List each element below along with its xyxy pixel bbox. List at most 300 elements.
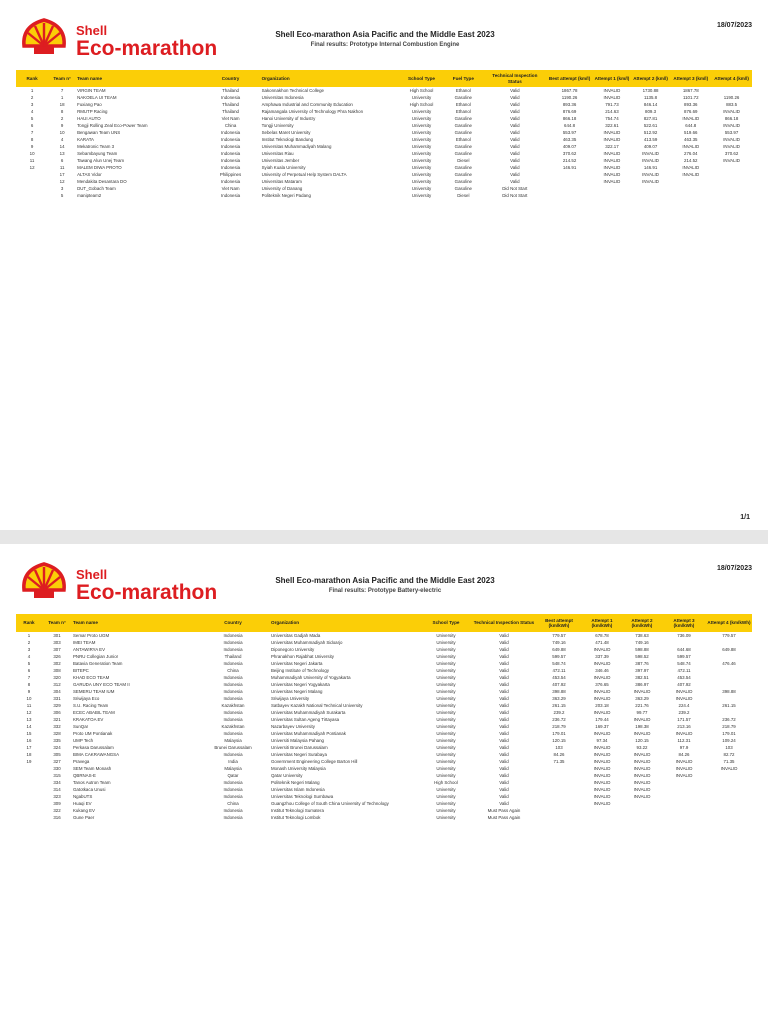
cell-team-number: 314 bbox=[53, 787, 61, 792]
cell-inspection-status: Valid bbox=[510, 179, 520, 184]
cell-rank: 1 bbox=[27, 633, 31, 638]
cell-attempt-3: 112.31 bbox=[677, 738, 691, 743]
cell-attempt-2 bbox=[631, 185, 671, 192]
cell-attempt-4: INVALID bbox=[720, 766, 738, 771]
cell-attempt-4 bbox=[706, 786, 752, 793]
cell-best-attempt: 239.2 bbox=[553, 710, 565, 715]
cell-school-type: University bbox=[411, 137, 432, 142]
cell-country: Indonesia bbox=[223, 780, 243, 785]
cell-attempt-3 bbox=[662, 800, 706, 807]
cell-attempt-4: INVALID bbox=[723, 144, 740, 149]
cell-organization: Universitas Muhammadiyah Sidoarjo bbox=[271, 640, 343, 645]
cell-best-attempt: 749.16 bbox=[552, 640, 566, 645]
cell-attempt-1: INVALID bbox=[603, 88, 621, 93]
column-header-attempt-3: Attempt 3 (km/l) bbox=[670, 70, 711, 87]
cell-organization: Muhammadiyah University of Yogyakarta bbox=[271, 675, 351, 680]
cell-school-type: University bbox=[436, 773, 456, 778]
column-header-school-type: School Type bbox=[420, 614, 472, 632]
cell-fuel-type: Ethanol bbox=[455, 102, 471, 107]
cell-attempt-4 bbox=[706, 779, 752, 786]
cell-fuel-type: Diesel bbox=[457, 158, 470, 163]
cell-organization: Amphawa Industrial and Community Education bbox=[261, 102, 353, 107]
cell-attempt-4: 370.62 bbox=[724, 151, 739, 156]
cell-fuel-type: Ethanol bbox=[455, 88, 471, 93]
cell-inspection-status: Valid bbox=[510, 172, 520, 177]
table-row bbox=[16, 660, 752, 667]
cell-team-name: MALEM DIWA PROTO bbox=[77, 165, 122, 170]
cell-best-attempt: 1867.78 bbox=[561, 88, 578, 93]
cell-organization: Politeknik Negeri Padang bbox=[261, 193, 311, 198]
cell-team-number: 316 bbox=[53, 815, 61, 820]
cell-attempt-1: INVALID bbox=[593, 731, 611, 736]
cell-rank: 9 bbox=[27, 689, 31, 694]
cell-attempt-3: INVALID bbox=[675, 731, 693, 736]
cell-team-name: NgabUTS bbox=[73, 794, 93, 799]
cell-attempt-3: INVALID bbox=[675, 689, 693, 694]
cell-team-name: VIRGIN TEAM bbox=[77, 88, 106, 93]
cell-school-type: University bbox=[436, 745, 456, 750]
cell-attempt-3: 519.66 bbox=[684, 130, 698, 135]
cell-country: Philippines bbox=[219, 172, 242, 177]
table-row bbox=[16, 702, 752, 709]
cell-school-type: University bbox=[436, 675, 456, 680]
cell-country: Indonesia bbox=[221, 137, 241, 142]
cell-team-name: Gatotkaca Unusi bbox=[73, 787, 106, 792]
cell-country: Kazakhstan bbox=[221, 703, 245, 708]
cell-team-number: 4 bbox=[60, 137, 64, 142]
table-row bbox=[16, 632, 752, 639]
cell-country: Indonesia bbox=[223, 661, 243, 666]
cell-organization: Institut Teknologi Sumatera bbox=[271, 808, 324, 813]
cell-team-name: Tongji Rolling Zeal Eco-Power Team bbox=[77, 123, 148, 128]
cell-team-number: 6 bbox=[60, 158, 64, 163]
table-header-row bbox=[16, 70, 752, 87]
cell-team-name: NAKOELA UI TEAM bbox=[77, 95, 117, 100]
cell-attempt-4 bbox=[706, 674, 752, 681]
cell-inspection-status: Did Not Start bbox=[502, 186, 528, 191]
cell-attempt-2: INVALID bbox=[633, 787, 651, 792]
cell-rank: 15 bbox=[26, 731, 32, 736]
cell-attempt-2: 598.88 bbox=[635, 647, 649, 652]
cell-best-attempt: 553.97 bbox=[562, 130, 577, 135]
cell-attempt-1: INVALID bbox=[603, 165, 621, 170]
cell-team-number: 328 bbox=[53, 731, 61, 736]
cell-rank bbox=[16, 779, 42, 786]
cell-rank: 7 bbox=[27, 675, 31, 680]
cell-school-type: University bbox=[411, 186, 432, 191]
cell-rank: 4 bbox=[30, 109, 34, 114]
cell-rank: 19 bbox=[26, 759, 32, 764]
cell-attempt-2: INVALID bbox=[642, 179, 659, 184]
cell-best-attempt: 779.57 bbox=[552, 633, 566, 638]
cell-best-attempt bbox=[546, 171, 593, 178]
cell-team-number: 304 bbox=[53, 689, 61, 694]
cell-attempt-1: INVALID bbox=[603, 179, 621, 184]
cell-inspection-status: Valid bbox=[499, 696, 509, 701]
cell-attempt-1: INVALID bbox=[603, 95, 621, 100]
column-header-attempt-1: Attempt 1 (km/kWh) bbox=[582, 614, 622, 632]
cell-country: Indonesia bbox=[221, 144, 241, 149]
cell-country: Indonesia bbox=[223, 794, 243, 799]
cell-attempt-1: INVALID bbox=[593, 752, 611, 757]
cell-best-attempt bbox=[546, 192, 593, 199]
cell-attempt-3 bbox=[662, 786, 706, 793]
table-row bbox=[16, 129, 752, 136]
cell-school-type: University bbox=[436, 759, 456, 764]
cell-country: Indonesia bbox=[223, 787, 243, 792]
cell-best-attempt bbox=[536, 786, 582, 793]
report-header bbox=[200, 30, 570, 48]
cell-team-number: 329 bbox=[53, 703, 61, 708]
table-row bbox=[16, 793, 752, 800]
cell-team-name: SEM Team Monash bbox=[73, 766, 112, 771]
cell-attempt-2: INVALID bbox=[633, 794, 651, 799]
cell-attempt-1: 346.46 bbox=[595, 668, 609, 673]
cell-attempt-3: 276.04 bbox=[684, 151, 698, 156]
cell-attempt-4: 82.72 bbox=[723, 752, 735, 757]
cell-attempt-1: INVALID bbox=[603, 130, 621, 135]
cell-attempt-1: INVALID bbox=[593, 780, 611, 785]
cell-attempt-4 bbox=[706, 814, 752, 821]
brand-shell: Shell bbox=[76, 567, 108, 582]
cell-organization: Monash University Malaysia bbox=[271, 766, 326, 771]
cell-school-type: University bbox=[436, 752, 456, 757]
cell-team-number: 3 bbox=[60, 186, 64, 191]
cell-organization: Universitas Gadjah Mada bbox=[271, 633, 321, 638]
cell-best-attempt bbox=[536, 800, 582, 807]
column-header-team-name: Team name bbox=[76, 70, 200, 87]
cell-school-type: University bbox=[436, 661, 456, 666]
table-row bbox=[16, 639, 752, 646]
cell-attempt-3 bbox=[670, 192, 711, 199]
cell-school-type: High School bbox=[409, 88, 434, 93]
cell-attempt-3: INVALID bbox=[675, 773, 693, 778]
cell-country: China bbox=[227, 801, 239, 806]
cell-country: Indonesia bbox=[223, 647, 243, 652]
brand-wordmark bbox=[76, 24, 217, 59]
cell-team-number: 322 bbox=[53, 808, 61, 813]
cell-team-number: 331 bbox=[53, 696, 61, 701]
cell-attempt-1: INVALID bbox=[593, 745, 611, 750]
cell-team-name: KARATA bbox=[77, 137, 94, 142]
cell-team-number: 301 bbox=[53, 633, 61, 638]
results-table-battery bbox=[16, 614, 752, 821]
table-row bbox=[16, 800, 752, 807]
cell-inspection-status: Valid bbox=[510, 123, 520, 128]
cell-team-name: QBRNAS-E bbox=[73, 773, 96, 778]
cell-organization: Sakonnakhon Technical College bbox=[261, 88, 325, 93]
cell-inspection-status: Valid bbox=[510, 116, 520, 121]
cell-inspection-status: Valid bbox=[510, 165, 520, 170]
cell-best-attempt: 398.88 bbox=[552, 689, 566, 694]
cell-team-number: 324 bbox=[53, 745, 61, 750]
cell-team-number: 320 bbox=[53, 675, 61, 680]
cell-rank: 14 bbox=[26, 724, 32, 729]
table-row bbox=[16, 807, 752, 814]
cell-team-number: 2 bbox=[60, 116, 64, 121]
cell-team-name: Mekatronic Team 3 bbox=[77, 144, 115, 149]
cell-team-number: 305 bbox=[53, 752, 61, 757]
cell-attempt-2: 363.29 bbox=[635, 696, 649, 701]
cell-best-attempt bbox=[536, 772, 582, 779]
brand-shell: Shell bbox=[76, 23, 108, 38]
cell-attempt-4 bbox=[711, 87, 752, 94]
cell-fuel-type: Gasoline bbox=[454, 179, 473, 184]
cell-attempt-4: 476.46 bbox=[722, 661, 736, 666]
cell-school-type: University bbox=[436, 731, 456, 736]
cell-fuel-type: Gasoline bbox=[454, 144, 473, 149]
cell-rank: 2 bbox=[27, 640, 31, 645]
cell-attempt-3: 1867.78 bbox=[682, 88, 699, 93]
cell-organization: Diponegoro University bbox=[271, 647, 315, 652]
cell-inspection-status: Valid bbox=[499, 654, 509, 659]
cell-inspection-status: Valid bbox=[499, 752, 509, 757]
cell-best-attempt: 370.62 bbox=[562, 151, 577, 156]
page-separator bbox=[0, 530, 768, 544]
cell-attempt-3 bbox=[662, 639, 706, 646]
cell-inspection-status: Valid bbox=[499, 682, 509, 687]
cell-best-attempt: 218.79 bbox=[552, 724, 566, 729]
cell-attempt-3: 736.09 bbox=[677, 633, 691, 638]
table-row bbox=[16, 653, 752, 660]
cell-team-name: ANTAWIRYA EV bbox=[73, 647, 106, 652]
cell-country: Indonesia bbox=[223, 752, 243, 757]
cell-attempt-2: 99.77 bbox=[636, 710, 648, 715]
cell-school-type: University bbox=[436, 703, 456, 708]
cell-fuel-type: Ethanol bbox=[455, 137, 471, 142]
cell-inspection-status: Valid bbox=[499, 710, 509, 715]
cell-attempt-4: 179.01 bbox=[722, 731, 736, 736]
results-page-battery bbox=[0, 544, 768, 1024]
cell-rank: 6 bbox=[27, 668, 31, 673]
column-header-inspection-status: Technical Inspection Status bbox=[484, 70, 546, 87]
cell-team-name: Bengawan Team UNS bbox=[77, 130, 121, 135]
column-header-rank: Rank bbox=[16, 70, 48, 87]
cell-organization: Institut Teknologi Lombok bbox=[271, 815, 321, 820]
brand-eco-marathon: Eco-marathon bbox=[76, 581, 218, 604]
table-row bbox=[16, 695, 752, 702]
cell-attempt-3: INVALID bbox=[682, 165, 700, 170]
table-row bbox=[16, 765, 752, 772]
cell-school-type: University bbox=[411, 165, 432, 170]
column-header-team-number: Team n° bbox=[48, 70, 76, 87]
cell-country: Thailand bbox=[222, 109, 239, 114]
cell-country: China bbox=[224, 123, 237, 128]
cell-school-type: University bbox=[436, 766, 456, 771]
cell-country: Indonesia bbox=[223, 696, 243, 701]
cell-inspection-status: Must Pass Again bbox=[487, 808, 521, 813]
cell-attempt-1: INVALID bbox=[603, 151, 621, 156]
column-header-attempt-3: Attempt 3 (km/kWh) bbox=[662, 614, 706, 632]
column-header-organization: Organization bbox=[270, 614, 420, 632]
table-row bbox=[16, 744, 752, 751]
cell-country: Viet Nam bbox=[221, 186, 240, 191]
cell-rank: 12 bbox=[29, 165, 35, 170]
cell-inspection-status: Valid bbox=[499, 780, 509, 785]
cell-best-attempt: 472.11 bbox=[552, 668, 566, 673]
brand-eco-marathon: Eco-marathon bbox=[76, 37, 218, 60]
cell-rank bbox=[16, 765, 42, 772]
cell-attempt-2: 382.51 bbox=[635, 675, 649, 680]
cell-attempt-4 bbox=[711, 192, 752, 199]
cell-school-type: University bbox=[411, 130, 432, 135]
table-row bbox=[16, 688, 752, 695]
cell-team-name: Huaqi EV bbox=[73, 801, 92, 806]
cell-fuel-type: Gasoline bbox=[454, 172, 473, 177]
cell-attempt-4 bbox=[706, 709, 752, 716]
cell-team-number: 17 bbox=[59, 172, 65, 177]
cell-attempt-2: 827.81 bbox=[643, 116, 658, 121]
column-header-country: Country bbox=[201, 70, 261, 87]
cell-inspection-status: Valid bbox=[510, 95, 520, 100]
table-row bbox=[16, 94, 752, 101]
table-row bbox=[16, 779, 752, 786]
cell-attempt-4: 103 bbox=[725, 745, 733, 750]
cell-organization: Universitas Indonesia bbox=[261, 95, 304, 100]
cell-school-type: University bbox=[411, 193, 432, 198]
cell-country: Thailand bbox=[224, 654, 242, 659]
cell-best-attempt: 644.8 bbox=[564, 123, 576, 128]
cell-team-number: 335 bbox=[53, 738, 61, 743]
table-row bbox=[16, 646, 752, 653]
cell-inspection-status: Valid bbox=[499, 647, 509, 652]
table-row bbox=[16, 786, 752, 793]
cell-school-type: University bbox=[436, 717, 456, 722]
cell-team-name: Sriwijaya Eco bbox=[73, 696, 100, 701]
cell-rank bbox=[16, 800, 42, 807]
cell-attempt-4 bbox=[711, 178, 752, 185]
cell-organization: Hanoi University of Industry bbox=[261, 116, 316, 121]
cell-school-type: University bbox=[436, 696, 456, 701]
cell-best-attempt: 649.88 bbox=[552, 647, 566, 652]
cell-team-number: 7 bbox=[60, 88, 64, 93]
cell-team-number: 330 bbox=[53, 766, 61, 771]
cell-attempt-4: 866.18 bbox=[724, 116, 739, 121]
cell-inspection-status: Valid bbox=[499, 787, 509, 792]
cell-attempt-3: 214.52 bbox=[684, 158, 698, 163]
cell-attempt-2: INVALID bbox=[642, 158, 659, 163]
cell-best-attempt: 363.29 bbox=[552, 696, 566, 701]
cell-team-number: 303 bbox=[53, 640, 61, 645]
cell-school-type: High School bbox=[434, 780, 458, 785]
cell-attempt-4: 1190.26 bbox=[723, 95, 740, 100]
cell-country: Indonesia bbox=[223, 717, 243, 722]
cell-country: Indonesia bbox=[223, 675, 243, 680]
cell-country: Kazakhstan bbox=[221, 724, 245, 729]
report-date: 18/07/2023 bbox=[716, 565, 752, 572]
cell-attempt-1: INVALID bbox=[593, 801, 611, 806]
table-row bbox=[16, 101, 752, 108]
cell-team-number: 321 bbox=[53, 717, 61, 722]
cell-rank: 11 bbox=[29, 158, 35, 163]
report-title: Shell Eco-marathon Asia Pacific and the Middle East 2023 bbox=[275, 30, 495, 39]
table-row bbox=[16, 667, 752, 674]
column-header-team-name: Team name bbox=[72, 614, 196, 632]
cell-attempt-2: 1135.8 bbox=[643, 95, 658, 100]
column-header-best-attempt: Best attempt (km/l) bbox=[546, 70, 593, 87]
cell-rank: 5 bbox=[27, 661, 31, 666]
cell-attempt-1: 179.44 bbox=[595, 717, 609, 722]
cell-team-name: UMP Tech bbox=[73, 738, 94, 743]
cell-attempt-3: 644.8 bbox=[685, 123, 697, 128]
report-subtitle: Final results: Prototype Internal Combustion Engine bbox=[310, 42, 460, 48]
cell-school-type: University bbox=[436, 654, 456, 659]
cell-team-number: 13 bbox=[59, 151, 65, 156]
cell-team-number: 334 bbox=[53, 780, 61, 785]
cell-team-number: 5 bbox=[60, 193, 64, 198]
cell-attempt-4 bbox=[706, 807, 752, 814]
cell-inspection-status: Valid bbox=[499, 668, 509, 673]
cell-attempt-3: 876.69 bbox=[684, 109, 698, 114]
report-subtitle: Final results: Prototype Battery-electric bbox=[328, 588, 442, 594]
cell-organization: Universitas Riau bbox=[261, 151, 294, 156]
cell-school-type: University bbox=[436, 801, 456, 806]
cell-team-number: 307 bbox=[53, 647, 61, 652]
cell-inspection-status: Valid bbox=[499, 738, 509, 743]
cell-country: Indonesia bbox=[221, 95, 241, 100]
cell-attempt-2 bbox=[622, 800, 662, 807]
cell-school-type: University bbox=[411, 144, 432, 149]
cell-rank: 3 bbox=[30, 102, 34, 107]
cell-country: Malaysia bbox=[224, 738, 242, 743]
cell-organization: University of Perpetual Help System DALTA bbox=[261, 172, 347, 177]
table-row bbox=[16, 157, 752, 164]
cell-team-number: 10 bbox=[59, 130, 65, 135]
cell-attempt-2 bbox=[622, 807, 662, 814]
cell-rank: 11 bbox=[26, 703, 32, 708]
cell-organization: Nazarbayev University bbox=[271, 724, 315, 729]
cell-organization: Institut Teknologi Bandung bbox=[261, 137, 314, 142]
cell-attempt-2: 846.14 bbox=[643, 102, 658, 107]
cell-organization: Sriwijaya University bbox=[271, 696, 310, 701]
cell-school-type: University bbox=[436, 668, 456, 673]
column-header-attempt-4: Attempt 4 (km/l) bbox=[711, 70, 752, 87]
cell-attempt-1: INVALID bbox=[593, 773, 611, 778]
cell-fuel-type: Ethanol bbox=[455, 109, 471, 114]
cell-country: Brunei Darussalam bbox=[214, 745, 252, 750]
cell-best-attempt: 463.35 bbox=[562, 137, 577, 142]
cell-attempt-3: 893.36 bbox=[684, 102, 698, 107]
cell-best-attempt bbox=[546, 185, 593, 192]
cell-team-name: SunQar bbox=[73, 724, 89, 729]
cell-attempt-4: INVALID bbox=[723, 123, 740, 128]
cell-attempt-3: 239.2 bbox=[678, 710, 690, 715]
cell-attempt-1: 203.18 bbox=[595, 703, 609, 708]
cell-school-type: University bbox=[436, 640, 456, 645]
results-table-ice bbox=[16, 70, 752, 199]
cell-rank: 8 bbox=[27, 682, 31, 687]
cell-team-name: KRAKATOA EV bbox=[73, 717, 104, 722]
cell-attempt-3: 463.35 bbox=[684, 137, 698, 142]
cell-team-name: KHAD ECO TEAM bbox=[73, 675, 110, 680]
cell-rank bbox=[16, 178, 48, 185]
cell-inspection-status: Did Not Start bbox=[502, 193, 528, 198]
cell-country: Indonesia bbox=[221, 165, 241, 170]
cell-team-number: 308 bbox=[53, 668, 61, 673]
cell-country: Indonesia bbox=[221, 130, 241, 135]
cell-attempt-2: 1730.88 bbox=[642, 88, 659, 93]
cell-organization: Sebelas Maret University bbox=[261, 130, 311, 135]
cell-rank: 12 bbox=[26, 710, 32, 715]
cell-attempt-1: 97.34 bbox=[596, 738, 608, 743]
cell-fuel-type: Gasoline bbox=[454, 151, 473, 156]
cell-attempt-4: 779.57 bbox=[722, 633, 736, 638]
cell-team-name: GARUDA UNY ECO TEAM II bbox=[73, 682, 130, 687]
cell-attempt-2: INVALID bbox=[633, 752, 651, 757]
cell-team-name: Kukang EV bbox=[73, 808, 95, 813]
cell-attempt-1: INVALID bbox=[603, 172, 621, 177]
cell-best-attempt: 1190.26 bbox=[561, 95, 578, 100]
